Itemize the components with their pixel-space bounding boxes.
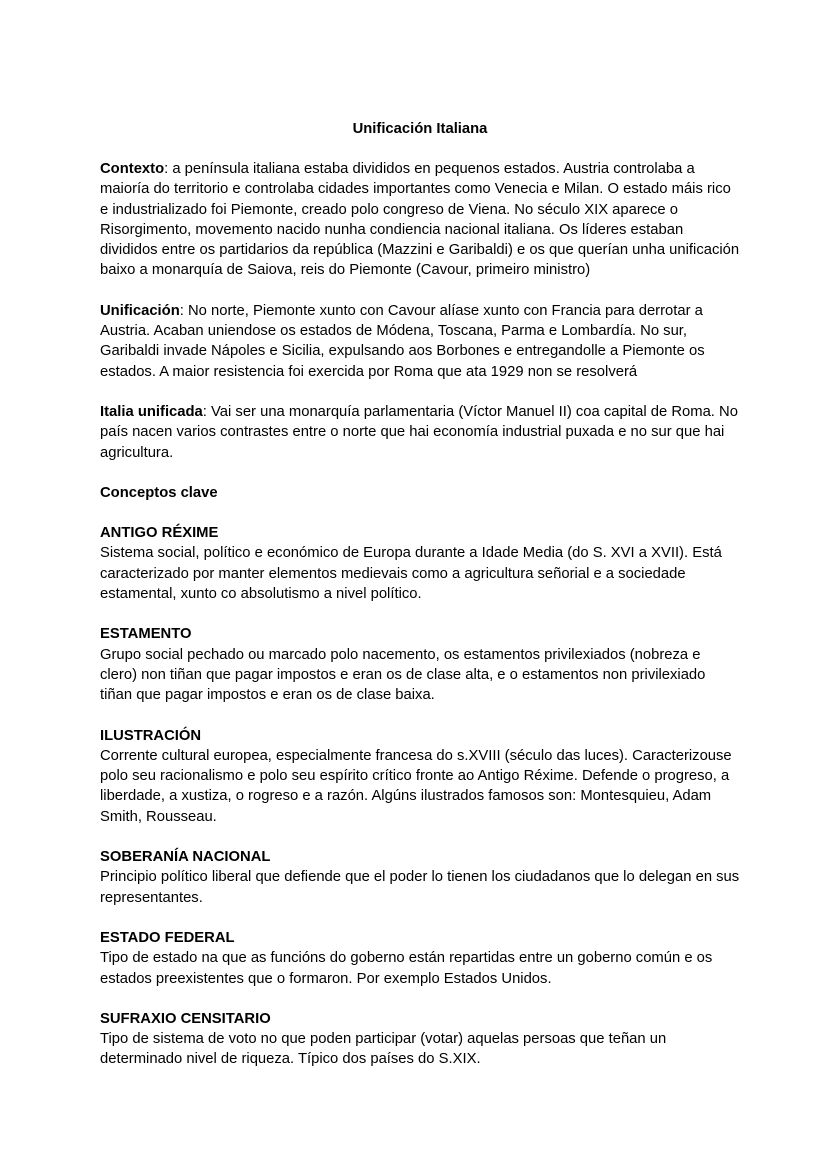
concept-title: ILUSTRACIÓN: [100, 727, 202, 744]
concept-antigo-rexime: [100, 523, 740, 604]
concept-estamento: [100, 624, 740, 705]
paragraph-text: : Vai ser una monarquía parlamentaria (Víctor Manuel II) coa capital de Roma. No país nacen varios contrastes entre o norte que hai economía industrial puxada e no sur que hai agricultura.: [100, 403, 738, 461]
concept-definition: Sistema social, político e económico de Europa durante a Idade Media (do S. XVI a XVII). Está caracterizado por manter elementos medievais como a agricultura señorial e a sociedade estamental, xunto co absolutismo a nivel político.: [100, 545, 722, 603]
document-page: [100, 119, 740, 1090]
concepts-heading: Conceptos clave: [100, 484, 218, 501]
paragraph-term: Contexto: [100, 161, 165, 177]
concept-title: SOBERANÍA NACIONAL: [100, 849, 271, 866]
paragraph-text: : No norte, Piemonte xunto con Cavour alíase xunto con Francia para derrotar a Austria. Acaban uniendose os estados de Módena, Toscana, Parma e Lombardía. No sur, Garibaldi invade Nápoles e Sicilia, expulsando aos Borbones e entregandolle a Piemonte os estados. A maior resistencia foi exercida por Roma que ata 1929 non se resolverá: [100, 302, 705, 380]
concept-title: ESTAMENTO: [100, 626, 192, 643]
concept-soberania-nacional: [100, 847, 740, 908]
paragraph-term: Unificación: [100, 302, 180, 319]
concept-title: SUFRAXIO CENSITARIO: [100, 1010, 271, 1027]
concept-definition: Corrente cultural europea, especialmente francesa do s.XVIII (século das luces). Caracterizouse polo seu racionalismo e polo seu espírito crítico fronte ao Antigo Réxime. Defende o progreso, a liberdade, a xustiza, o rogreso e a razón. Algúns ilustrados famosos son: Montesquieu, Adam Smith, Rousseau.: [100, 747, 732, 825]
concept-definition: Tipo de estado na que as funcións do goberno están repartidas entre un goberno común e os estados preexistentes que o formaron. Por exemplo Estados Unidos.: [100, 950, 713, 987]
paragraph-unificacion: [100, 301, 740, 382]
document-title: Unificación Italiana: [352, 121, 488, 137]
concept-definition: Tipo de sistema de voto no que poden participar (votar) aquelas persoas que teñan un determinado nivel de riqueza. Típico dos países do S.XIX.: [100, 1031, 667, 1068]
paragraph-term: Italia unificada: [100, 403, 203, 420]
concept-title: ANTIGO RÉXIME: [100, 525, 219, 542]
concept-title: ESTADO FEDERAL: [100, 929, 235, 946]
concept-definition: Principio político liberal que defiende que el poder lo tienen los ciudadanos que lo delegan en sus representantes.: [100, 869, 740, 906]
paragraph-contexto: [100, 159, 740, 281]
paragraph-italia-unificada: [100, 402, 740, 463]
concept-sufraxio-censitario: [100, 1009, 740, 1070]
concept-definition: Grupo social pechado ou marcado polo nacemento, os estamentos privilexiados (nobreza e clero) non tiñan que pagar impostos e eran os de clase alta, e o estamentos non privilexiado tiñan que pagar impostos e eran os de clase baixa.: [100, 646, 706, 704]
concept-ilustracion: [100, 726, 740, 827]
paragraph-text: : a península italiana estaba divididos en pequenos estados. Austria controlaba a maioría do territorio e controlaba cidades importantes como Venecia e Milan. O estado máis rico e industrializado foi Piemonte, creado polo congreso de Viena. No século XIX aparece o Risorgimento, movemento nacido nunha condiencia nacional italiana. Os líderes estaban divididos entre os partidarios da república (Mazzini e Garibaldi) e os que querían unha unificación baixo a monarquía de Saiova, reis do Piemonte (Cavour, primeiro ministro): [100, 161, 740, 279]
concept-estado-federal: [100, 928, 740, 989]
